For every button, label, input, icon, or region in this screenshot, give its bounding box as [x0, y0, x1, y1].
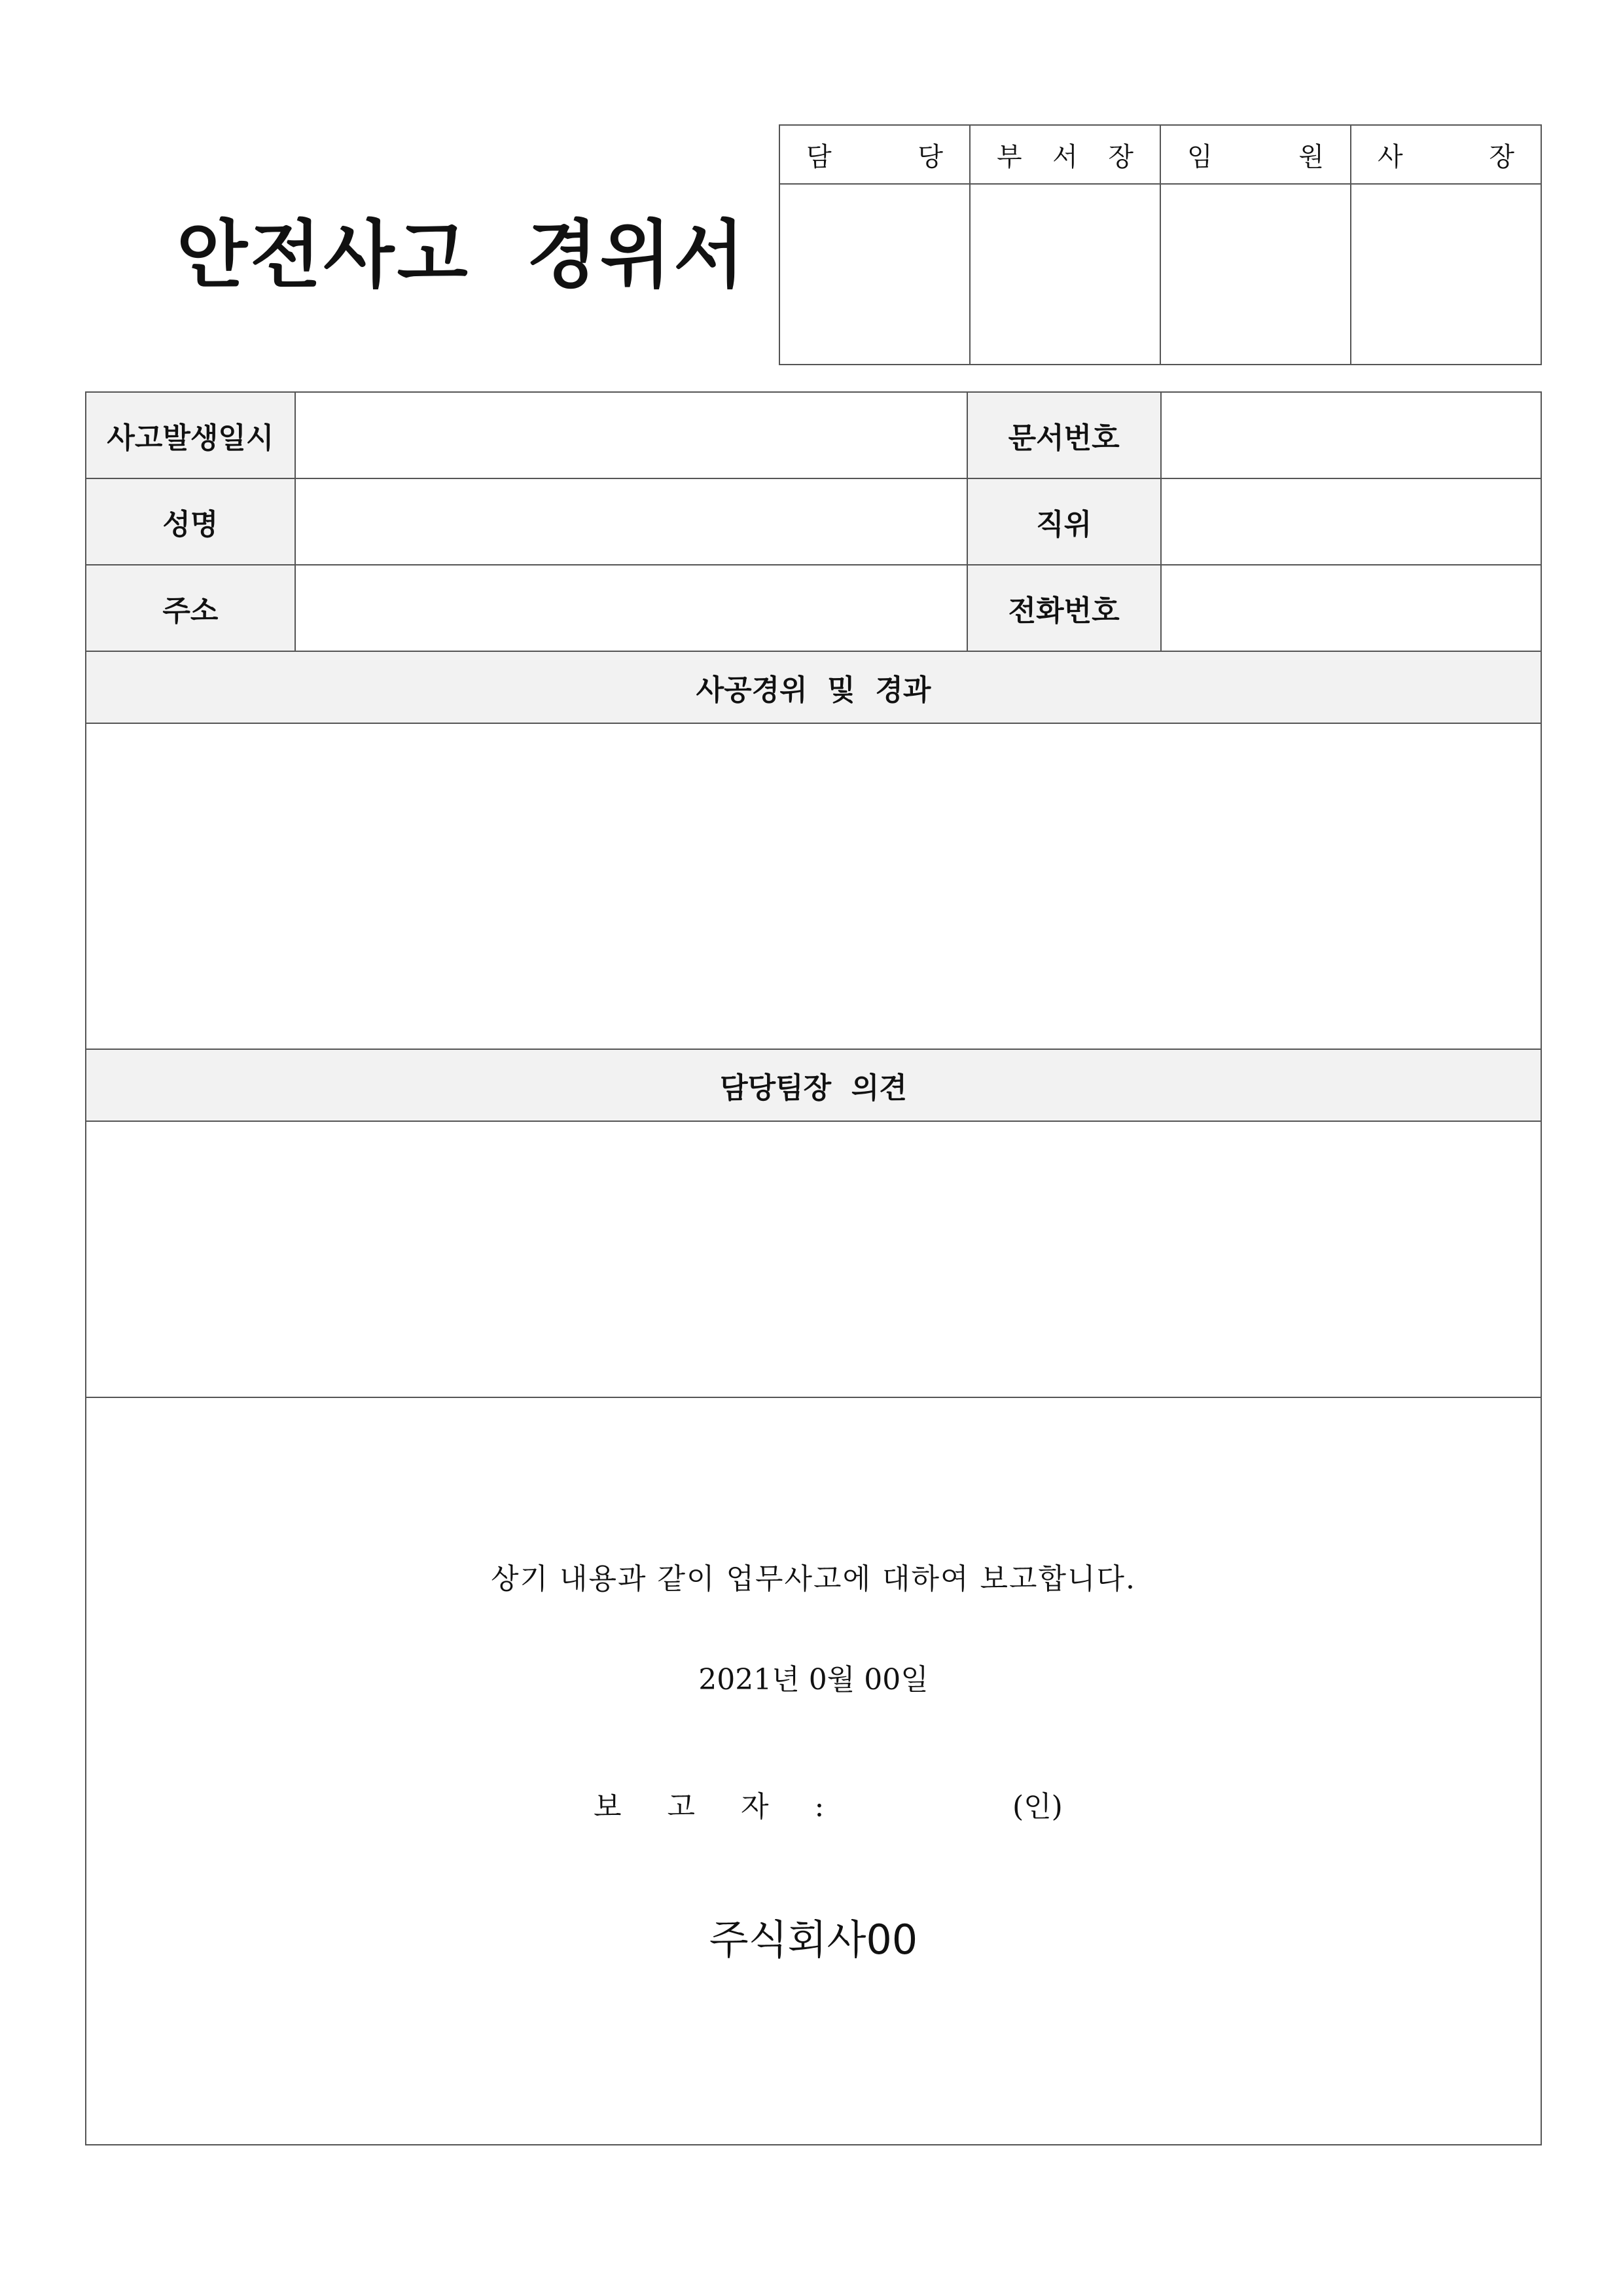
accident-datetime-label: 사고발생일시 — [86, 392, 295, 478]
approval-header-president — [1351, 125, 1541, 184]
reporter-label: 보 고 자 : — [594, 1790, 843, 1823]
approval-header-char: 서 — [1052, 141, 1078, 172]
approval-header-dept-head — [970, 125, 1160, 184]
address-label: 주소 — [86, 565, 295, 651]
address-field[interactable] — [295, 565, 967, 651]
approval-sign-box-staff[interactable] — [779, 184, 970, 365]
approval-header-executive — [1160, 125, 1351, 184]
approval-header-staff — [779, 125, 970, 184]
approval-header-char: 사 — [1378, 141, 1403, 172]
phone-label: 전화번호 — [967, 565, 1161, 651]
approval-sign-box-executive[interactable] — [1160, 184, 1351, 365]
seal-mark: (인) — [1012, 1790, 1063, 1823]
accident-datetime-field[interactable] — [295, 392, 967, 478]
accident-progress-area[interactable] — [86, 723, 1541, 1049]
report-confirmation-section — [86, 1397, 1541, 2145]
approval-header-char: 담 — [806, 141, 832, 172]
report-statement: 상기 내용과 같이 업무사고에 대하여 보고합니다. — [491, 1562, 1136, 1596]
approval-header-char: 장 — [1108, 141, 1133, 172]
section-manager-opinion-title: 담당팀장 의견 — [86, 1049, 1541, 1121]
approval-header-char: 당 — [918, 141, 943, 172]
approval-sign-box-president[interactable] — [1351, 184, 1541, 365]
report-form-table — [85, 391, 1542, 2145]
approval-header-char: 부 — [997, 141, 1022, 172]
reporter-line — [86, 1783, 1541, 1822]
company-name: 주식회사00 — [709, 1916, 918, 1964]
position-label: 직위 — [967, 478, 1161, 565]
approval-sign-box-dept-head[interactable] — [970, 184, 1160, 365]
position-field[interactable] — [1161, 478, 1541, 565]
approval-table — [779, 124, 1542, 365]
approval-header-char: 임 — [1187, 141, 1213, 172]
approval-header-char: 원 — [1298, 141, 1324, 172]
document-title: 안전사고 경위서 — [177, 212, 747, 298]
phone-field[interactable] — [1161, 565, 1541, 651]
report-date: 2021년 0월 00일 — [698, 1663, 929, 1696]
manager-opinion-area[interactable] — [86, 1121, 1541, 1397]
approval-header-char: 장 — [1489, 141, 1514, 172]
doc-number-label: 문서번호 — [967, 392, 1161, 478]
doc-number-field[interactable] — [1161, 392, 1541, 478]
name-field[interactable] — [295, 478, 967, 565]
name-label: 성명 — [86, 478, 295, 565]
section-accident-progress-title: 사공경위 및 경과 — [86, 651, 1541, 723]
